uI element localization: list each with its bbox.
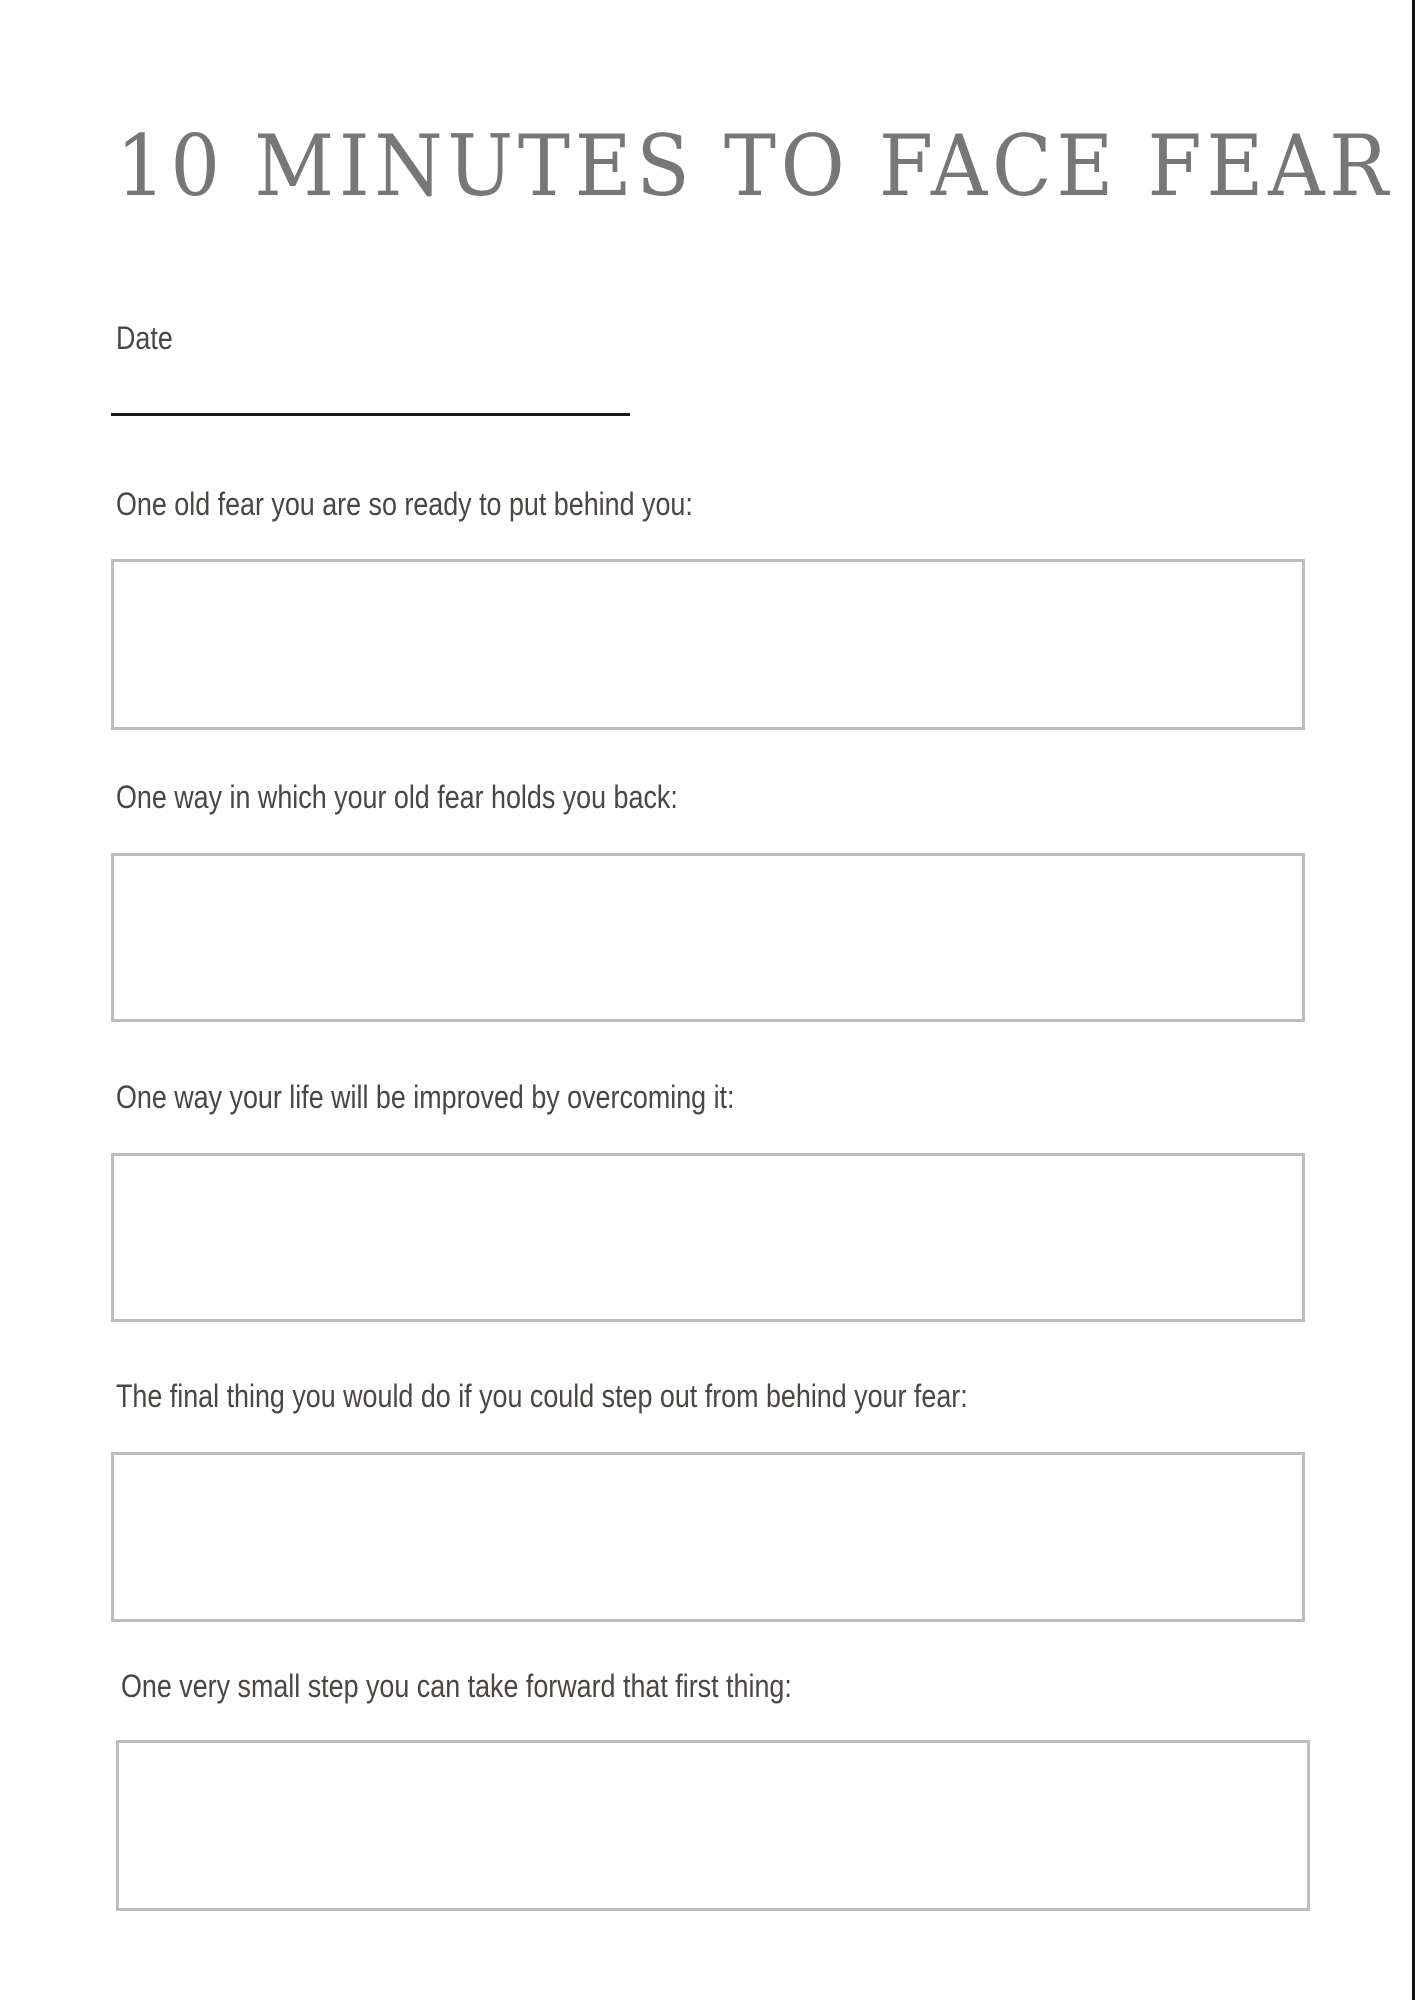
answer-box-3[interactable] bbox=[111, 1153, 1305, 1322]
prompt-label-3: One way your life will be improved by overcoming it: bbox=[116, 1079, 735, 1115]
date-input-line[interactable] bbox=[111, 413, 630, 416]
prompt-label-4: The final thing you would do if you could step out from behind your fear: bbox=[116, 1378, 968, 1414]
prompt-label-2: One way in which your old fear holds you back: bbox=[116, 779, 678, 815]
answer-box-1[interactable] bbox=[111, 559, 1305, 730]
prompt-label-1: One old fear you are so ready to put behind you: bbox=[116, 486, 693, 522]
answer-box-2[interactable] bbox=[111, 853, 1305, 1022]
answer-box-5[interactable] bbox=[116, 1740, 1310, 1911]
page-title: 10 MINUTES TO FACE FEAR bbox=[116, 117, 1393, 215]
date-label: Date bbox=[116, 320, 173, 356]
prompt-label-5: One very small step you can take forward that first thing: bbox=[121, 1668, 792, 1704]
answer-box-4[interactable] bbox=[111, 1452, 1305, 1622]
